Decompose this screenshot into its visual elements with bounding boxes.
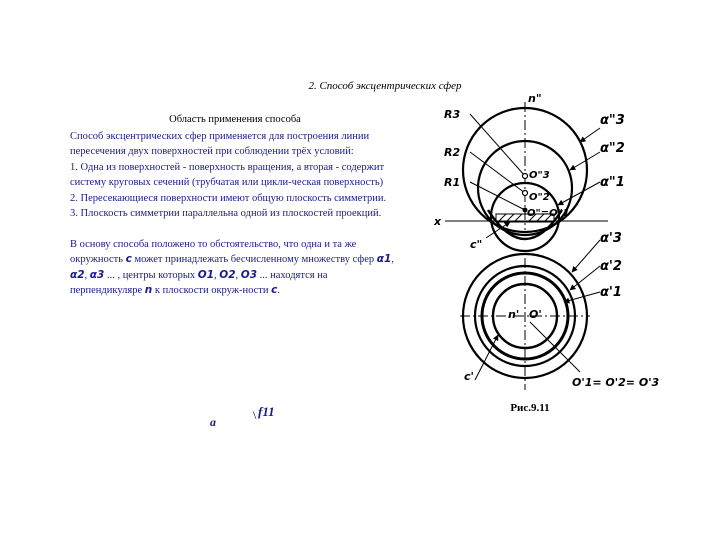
label-O2-front: O"2 bbox=[529, 192, 550, 203]
symbol-n: n bbox=[144, 284, 153, 296]
text-block bbox=[70, 112, 400, 299]
radius-R3 bbox=[470, 114, 525, 176]
symbol-alpha1: α1 bbox=[376, 253, 392, 265]
center-O2-front bbox=[523, 191, 528, 196]
label-O3-front: O"3 bbox=[529, 170, 550, 181]
label-O-top: O' bbox=[529, 308, 542, 321]
figure-caption: Рис.9.11 bbox=[510, 402, 550, 414]
basis-end: . bbox=[277, 285, 280, 296]
label-n-top: n' bbox=[508, 308, 520, 321]
label-R2: R2 bbox=[444, 146, 461, 159]
paragraph-condition-2: 2. Пересекающиеся поверхности имеют общую плоскость симметрии. bbox=[70, 192, 387, 204]
label-alpha1-front: α"1 bbox=[600, 175, 625, 190]
section-heading: Область применения способа bbox=[169, 114, 301, 125]
leader-alpha3-top bbox=[572, 240, 600, 272]
label-x: x bbox=[434, 215, 442, 228]
basis-sep-3: , bbox=[214, 269, 217, 281]
symbol-alpha3: α3 bbox=[89, 268, 105, 281]
symbol-c: c bbox=[125, 253, 132, 265]
leader-alpha3-front bbox=[580, 128, 600, 142]
symbol-o1: O1 bbox=[197, 268, 215, 281]
symbol-o2: O2 bbox=[219, 268, 236, 281]
label-alpha3-top: α'3 bbox=[600, 231, 622, 246]
label-c-front: c" bbox=[470, 238, 483, 251]
label-O-chain-top: O'1= O'2= O'3 bbox=[572, 376, 660, 389]
paragraph-condition-3: 3. Плоскость симметрии параллельна одной из плоскостей проекций. bbox=[70, 208, 382, 219]
symbol-alpha2: α2 bbox=[70, 268, 85, 281]
label-R1: R1 bbox=[444, 176, 461, 189]
label-c-top: c' bbox=[464, 370, 474, 383]
paragraph-basis bbox=[70, 237, 400, 299]
eccentric-spheres-figure bbox=[430, 90, 670, 400]
stray-mark: \ bbox=[253, 408, 257, 422]
basis-text-4: ... находятся на перпендикуляре bbox=[70, 269, 328, 296]
label-alpha1-top: α'1 bbox=[600, 285, 622, 300]
center-O3-front bbox=[523, 174, 528, 179]
basis-text-1: В основу способа положено то обстоятельство, что одна и та же окружность bbox=[70, 238, 357, 265]
paragraph-intro: Способ эксцентрических сфер применяется для построения линии пересечения двух поверхностей при соблюдении трёх условий: bbox=[70, 130, 370, 157]
basis-sep-2: , bbox=[84, 269, 88, 281]
basis-text-3: ... , центры которых bbox=[106, 269, 196, 281]
stray-symbol-a: a bbox=[210, 415, 216, 429]
stray-label: f11 bbox=[258, 404, 275, 419]
paragraph-condition-1: 1. Одна из поверхностей - поверхность вращения, а вторая - содержит систему круговых сечений (трубчатая или цикли-ческая поверхность) bbox=[70, 161, 385, 188]
label-O1-front: O"=O"1 bbox=[527, 208, 570, 219]
label-R3: R3 bbox=[444, 108, 461, 121]
basis-sep-4: , bbox=[235, 269, 239, 281]
page-title: 2. Способ эксцентрических сфер bbox=[308, 80, 462, 92]
label-alpha3-front: α"3 bbox=[600, 113, 625, 128]
basis-text-2: может принадлежать бесчисленному множеству сфер bbox=[134, 254, 375, 265]
basis-sep-1: , bbox=[391, 254, 394, 265]
label-alpha2-top: α'2 bbox=[600, 259, 622, 274]
label-n-front: n" bbox=[528, 92, 542, 105]
symbol-c-2: c bbox=[271, 284, 278, 296]
label-alpha2-front: α"2 bbox=[600, 141, 625, 156]
basis-text-5: к плоскости окруж-ности bbox=[154, 285, 269, 296]
paragraph-gap bbox=[70, 222, 400, 237]
symbol-o3: O3 bbox=[240, 268, 257, 281]
